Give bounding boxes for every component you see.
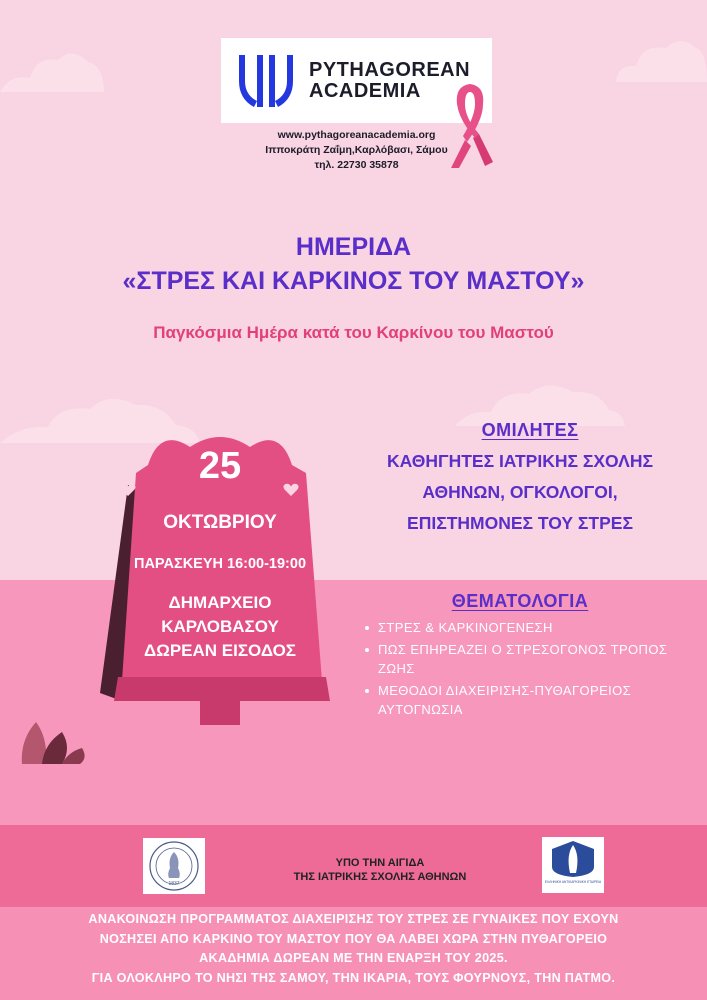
speakers-list (345, 446, 695, 539)
topic-item: ΠΩΣ ΕΠΗΡΕΑΖΕΙ Ο ΣΤΡΕΣΟΓΟΝΟΣ ΤΡΟΠΟΣ ΖΩΗΣ (364, 640, 694, 678)
medical-school-seal-icon (143, 838, 205, 894)
seal-year: 1837 (168, 881, 180, 887)
announcement-line-2: ΝΟΣΗΣΕΙ ΑΠΟ ΚΑΡΚΙΝΟ ΤΟΥ ΜΑΣΤΟΥ ΠΟΥ ΘΑ ΛΑΒΕΙ ΧΩΡΑ ΣΤΗΝ ΠΥΘΑΓΟΡΕΙΟ (99, 931, 608, 946)
event-title (0, 230, 707, 298)
cloud-icon (0, 40, 110, 100)
announcement-text (8, 910, 699, 988)
speakers-line-1: ΚΑΘΗΓΗΤΕΣ ΙΑΤΡΙΚΗΣ ΣΧΟΛΗΣ (387, 451, 653, 471)
aegis-line-1: ΥΠΟ ΤΗΝ ΑΙΓΙΔΑ (335, 857, 425, 869)
event-time: ΠΑΡΑΣΚΕΥΗ 16:00-19:00 (133, 556, 307, 572)
topic-item: ΣΤΡΕΣ & ΚΑΡΚΙΝΟΓΕΝΕΣΗ (364, 618, 694, 637)
seal-caption: ΕΛΛΗΝΙΚΗ ΑΝΤΙΚΑΡΚΙΝΙΚΗ ΕΤΑΙΡΕΙΑ (544, 880, 602, 884)
logo-line-2: ACADEMIA (309, 79, 421, 102)
venue-line-1: ΔΗΜΑΡΧΕΙΟ (168, 593, 272, 612)
pythagorean-academia-logo-icon (235, 51, 297, 111)
speakers-heading: ΟΜΙΛΗΤΕΣ (481, 420, 579, 440)
address-text: Ιπποκράτη Ζαΐμη,Καρλόβασι, Σάμου (265, 144, 448, 156)
heart-icon (120, 483, 136, 497)
cloud-icon (610, 30, 707, 90)
title-line-2: «ΣΤΡΕΣ ΚΑΙ ΚΑΡΚΙΝΟΣ ΤΟΥ ΜΑΣΤΟΥ» (122, 267, 585, 295)
event-venue (110, 591, 330, 663)
logo-line-1: PYTHAGOREAN (309, 58, 471, 81)
venue-line-2: ΚΑΡΛΟΒΑΣΟΥ (161, 617, 279, 636)
plant-icon (18, 718, 88, 764)
phone-text: τηλ. 22730 35878 (314, 159, 399, 171)
aegis-line-2: ΤΗΣ ΙΑΤΡΙΚΗΣ ΣΧΟΛΗΣ ΑΘΗΝΩΝ (293, 871, 467, 883)
topics-list (364, 618, 694, 722)
topics-heading: ΘΕΜΑΤΟΛΟΓΙΑ (451, 591, 589, 611)
event-month: ΟΚΤΩΒΡΙΟΥ (163, 512, 277, 533)
announcement-line-3: ΑΚΑΔΗΜΙΑ ΔΩΡΕΑΝ ΜΕ ΤΗΝ ΕΝΑΡΞΗ ΤΟΥ 2025. (199, 951, 508, 965)
speakers-line-2: ΑΘΗΝΩΝ, ΟΓΚΟΛΟΓΟΙ, (422, 482, 618, 502)
topic-item: ΜΕΘΟΔΟΙ ΔΙΑΧΕΙΡΙΣΗΣ-ΠΥΘΑΓΟΡΕΙΟΣ ΑΥΤΟΓΝΩΣΙΑ (364, 681, 694, 719)
anticancer-society-logo-icon (542, 837, 604, 893)
venue-line-3: ΔΩΡΕΑΝ ΕΙΣΟΔΟΣ (143, 641, 297, 660)
contact-info (221, 128, 492, 173)
website-link[interactable]: www.pythagoreanacademia.org (277, 129, 436, 141)
announcement-line-1: ΑΝΑΚΟΙΝΩΣΗ ΠΡΟΓΡΑΜΜΑΤΟΣ ΔΙΑΧΕΙΡΙΣΗΣ ΤΟΥ ΣΤΡΕΣ ΣΕ ΓΥΝΑΙΚΕΣ ΠΟΥ ΕΧΟΥΝ (88, 912, 619, 926)
aegis-text (230, 856, 530, 884)
speakers-line-3: ΕΠΙΣΤΗΜΟΝΕΣ ΤΟΥ ΣΤΡΕΣ (407, 513, 633, 533)
event-day: 25 (198, 445, 242, 487)
announcement-line-4: ΓΙΑ ΟΛΟΚΛΗΡΟ ΤΟ ΝΗΣΙ ΤΗΣ ΣΑΜΟΥ, ΤΗΝ ΙΚΑΡΙΑ, ΤΟΥΣ ΦΟΥΡΝΟΥΣ, ΤΗΝ ΠΑΤΜΟ. (91, 970, 616, 985)
title-line-1: ΗΜΕΡΙΔΑ (295, 233, 412, 261)
event-subtitle: Παγκόσμια Ημέρα κατά του Καρκίνου του Μαστού (153, 323, 554, 342)
